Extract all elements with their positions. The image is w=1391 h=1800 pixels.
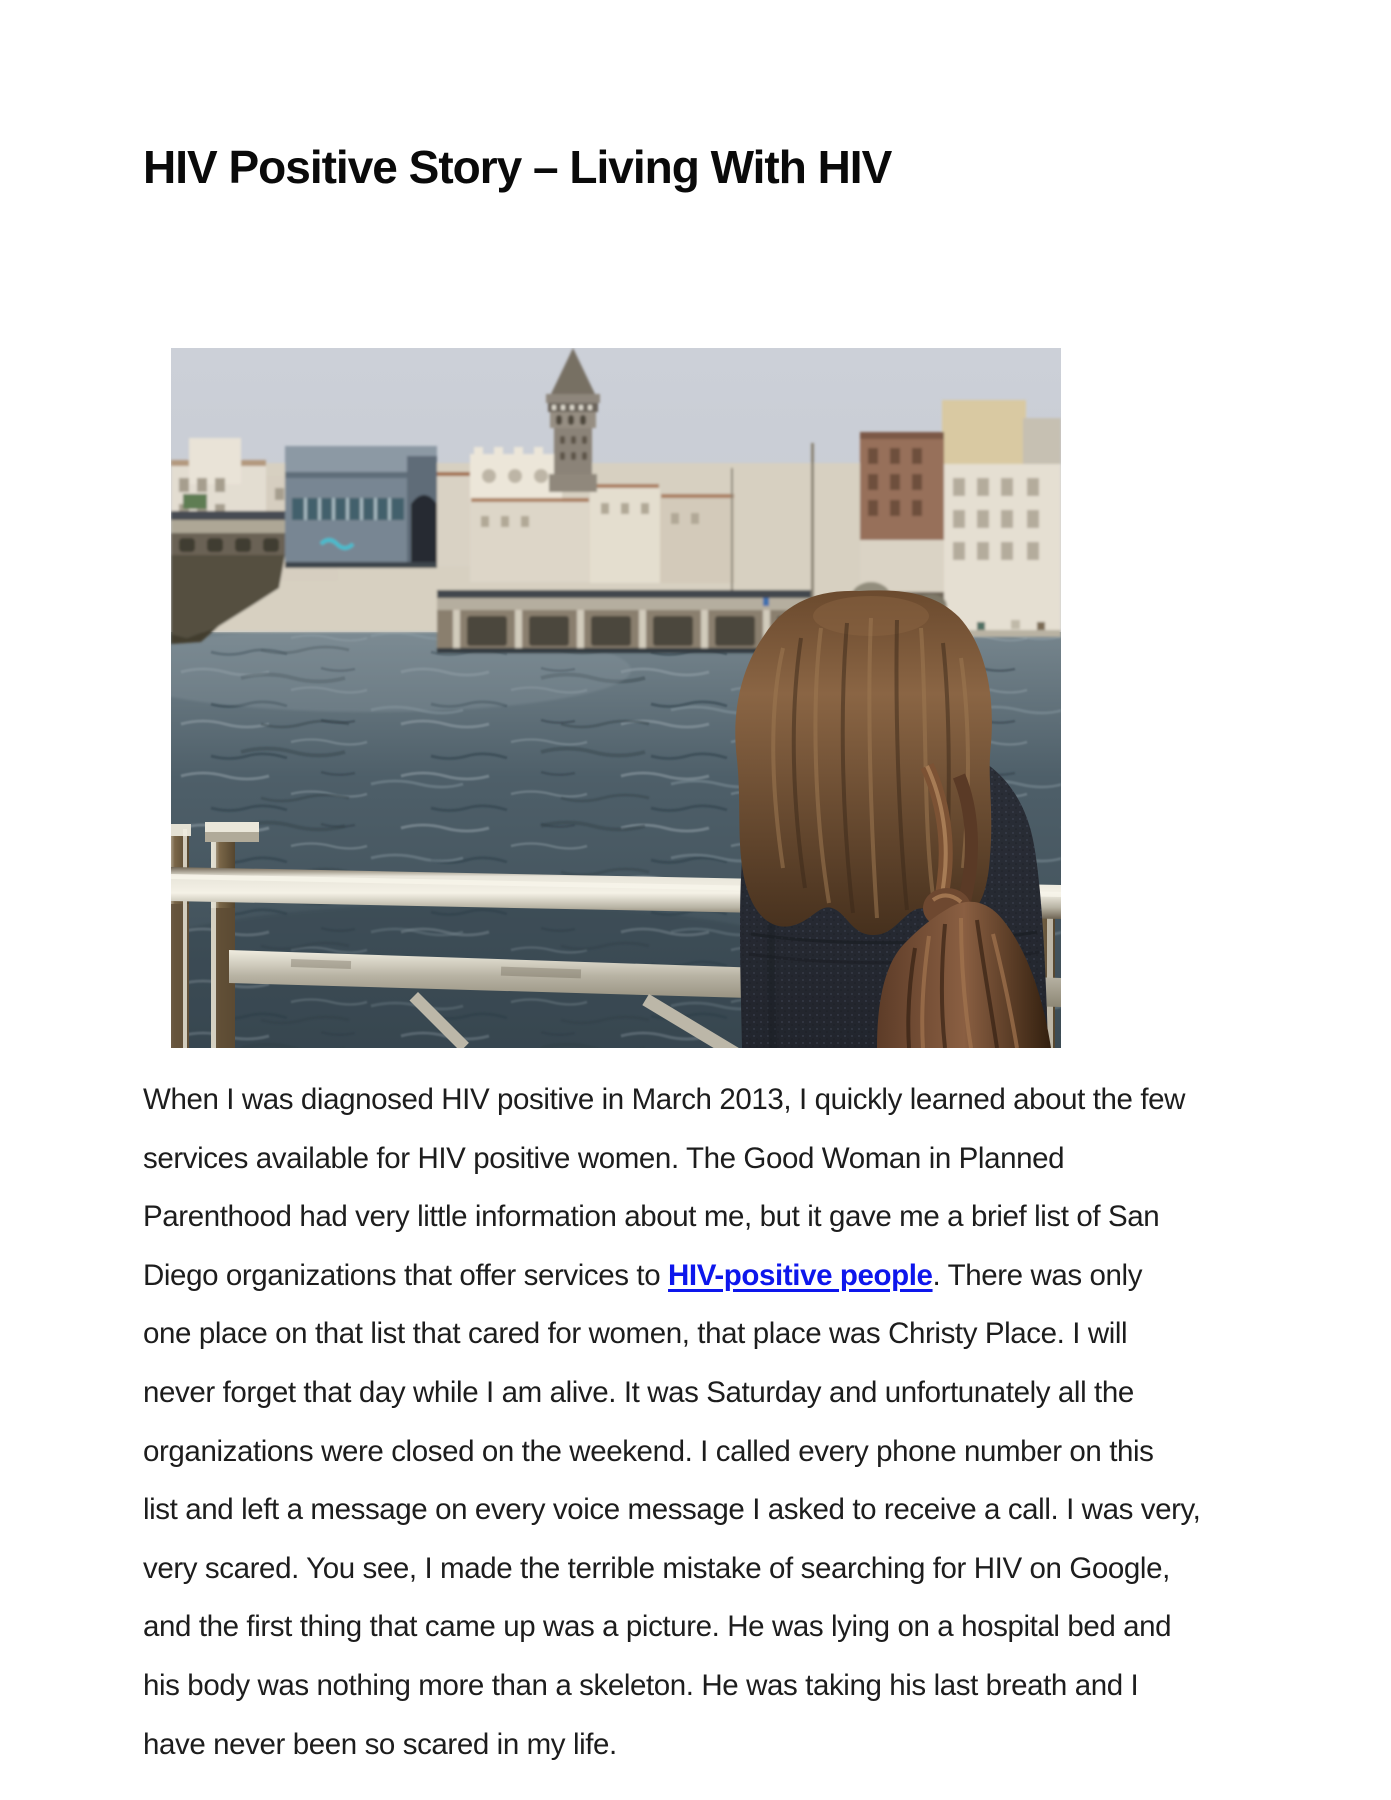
paragraph-text: When I was diagnosed HIV positive in March 2013, I quickly learned about the few [143,1083,1186,1116]
paragraph-text: organizations were closed on the weekend. I called every phone number on this [143,1434,1154,1468]
hiv-positive-people-link[interactable]: HIV-positive people [668,1258,933,1292]
paragraph-line [143,1598,1348,1657]
paragraph-line [143,1540,1348,1599]
paragraph-text: very scared. You see, I made the terrible mistake of searching for HIV on Google, [143,1551,1170,1585]
paragraph-text: list and left a message on every voice message I asked to receive a call. I was very, [143,1493,1201,1527]
galata-bridge [437,590,811,653]
paragraph-line [143,1130,1348,1189]
paragraph-line [143,1071,1348,1130]
paragraph-line [143,1305,1348,1364]
paragraph-text: one place on that list that cared for women, that place was Christy Place. I will [143,1317,1128,1351]
paragraph-line [143,1247,1348,1306]
paragraph-line [143,1657,1348,1716]
paragraph-text: his body was nothing more than a skeleton. He was taking his last breath and I [143,1668,1139,1702]
paragraph-text: and the first thing that came up was a picture. He was lying on a hospital bed and [143,1610,1172,1644]
paragraph-line [143,1423,1348,1482]
blue-building [285,446,437,568]
paragraph-line [143,1188,1348,1247]
story-paragraph [143,1071,1348,1774]
paragraph-text: never forget that day while I am alive. It was Saturday and unfortunately all the [143,1375,1134,1409]
paragraph-text: Diego organizations that offer services to [143,1258,669,1292]
paragraph-text: . There was only [932,1258,1143,1292]
paragraph-line [143,1716,1348,1775]
story-photo [171,348,1061,1048]
paragraph-text: Parenthood had very little information about me, but it gave me a brief list of San [143,1200,1160,1234]
paragraph-text: services available for HIV positive women. The Good Woman in Planned [143,1141,1065,1175]
paragraph-line [143,1481,1348,1540]
page-title: HIV Positive Story – Living With HIV [143,141,892,193]
paragraph-line [143,1364,1348,1423]
brick-building [860,432,944,540]
story-photo-scene [171,348,1061,1048]
paragraph-text: have never been so scared in my life. [143,1727,617,1761]
